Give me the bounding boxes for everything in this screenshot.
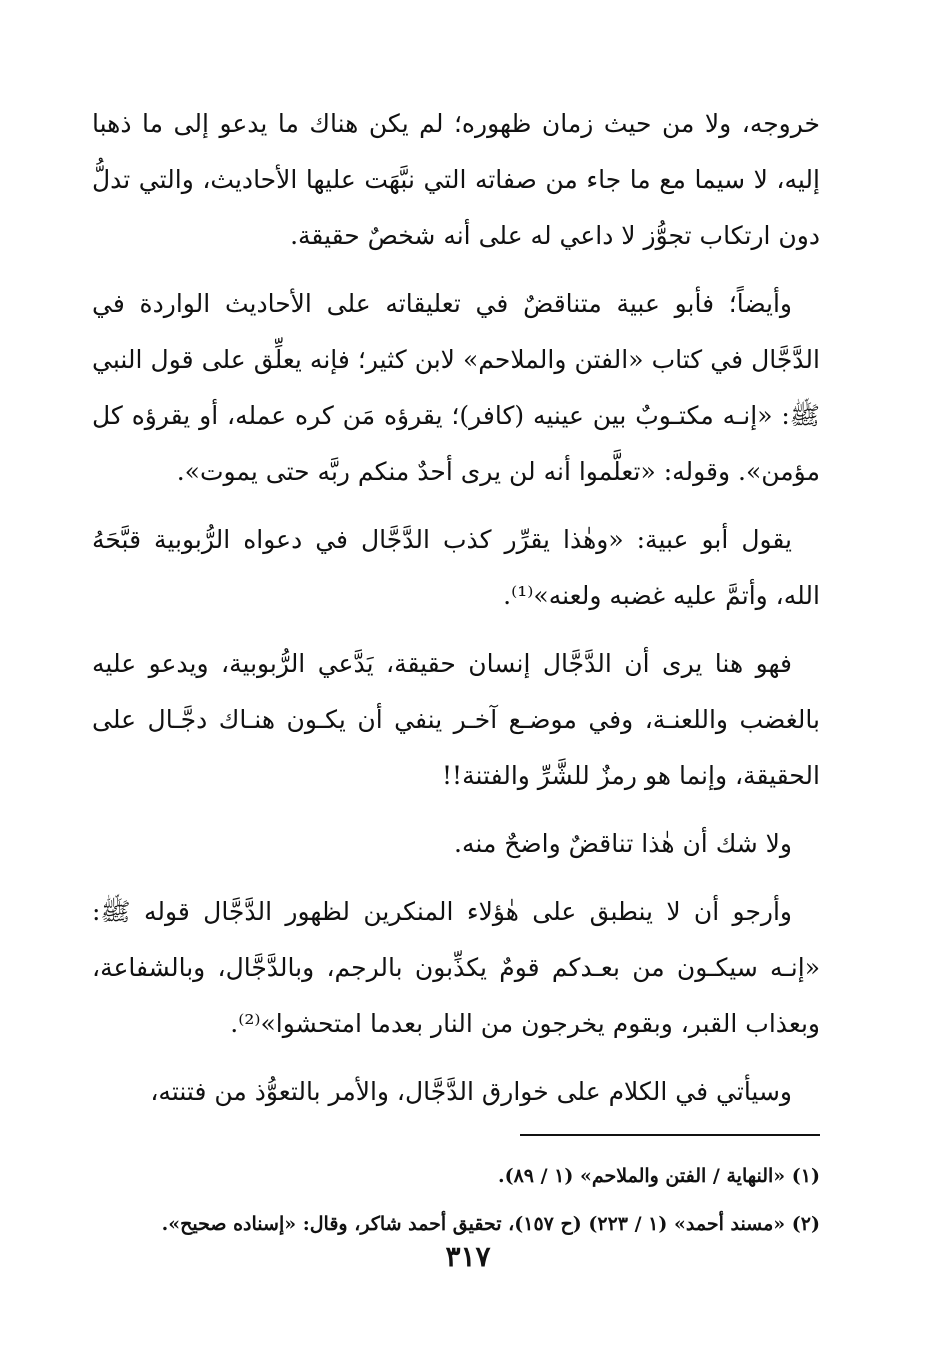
paragraph-5: ولا شك أن هٰذا تناقضٌ واضحٌ منه. [454,829,792,858]
paragraph-4: فهو هنا يرى أن الدَّجَّال إنسان حقيقة، يَدَّعي الرُّبوبية، ويدعو عليه بالغضب واللعنـة، وفي موضـع آخـر ينفي أن يكـون هنـاك دجَّـال على الحقيقة، وإنما هو رمزٌ للشَّرِّ والفتنة!! [92,649,820,790]
footnote-1: (١) «النهاية / الفتن والملاحم» (١ / ٨٩). [497,1165,820,1187]
paragraph-1: خروجه، ولا من حيث زمان ظهوره؛ لم يكن هناك ما يدعو إلى ما ذهبا إليه، لا سيما مع ما جاء من صفاته التي نبَّهَت عليها الأحاديث، والتي تدلُّ دون ارتكاب تجوُّز لا داعي له على أنه شخصٌ حقيقة. [92,109,820,250]
page-number: ٣١٧ [445,1240,491,1273]
footnotes [92,1156,820,1244]
paragraph-2: وأيضاً؛ فأبو عبية متناقضٌ في تعليقاته على الأحاديث الواردة في الدَّجَّال في كتاب «الفتن والملاحم» لابن كثير؛ فإنه يعلِّق على قول النبي ﷺ: «إنـه مكتـوبٌ بين عينيه (كافر)؛ يقرؤه مَن كره عمله، أو يقرؤه كل مؤمن». وقوله: «تعلَّموا أنه لن يرى أحدٌ منكم ربَّه حتى يموت». [92,289,820,486]
paragraph-3: يقول أبو عبية: «وهٰذا يقرِّر كذب الدَّجَّال في دعواه الرُّبوبية قبَّحَهُ الله، وأتمَّ عليه غضبه ولعنه»⁽¹⁾. [92,525,820,610]
paragraph-6: وأرجو أن لا ينطبق على هٰؤلاء المنكرين لظهور الدَّجَّال قوله ﷺ: «إنـه سيكـون من بعـدكم قومٌ يكذِّبون بالرجم، وبالدَّجَّال، وبالشفاعة، وبعذاب القبر، وبقوم يخرجون من النار بعدما امتحشوا»⁽²⁾. [92,897,820,1038]
page-body [92,96,820,1296]
footnote-divider [520,1134,820,1136]
footnote-2: (٢) «مسند أحمد» (١ / ٢٢٣) (ح ١٥٧)، تحقيق أحمد شاكر، وقال: «إسناده صحيح». [161,1213,820,1235]
paragraph-7: وسيأتي في الكلام على خوارق الدَّجَّال، والأمر بالتعوُّذ من فتنته، [150,1077,792,1106]
